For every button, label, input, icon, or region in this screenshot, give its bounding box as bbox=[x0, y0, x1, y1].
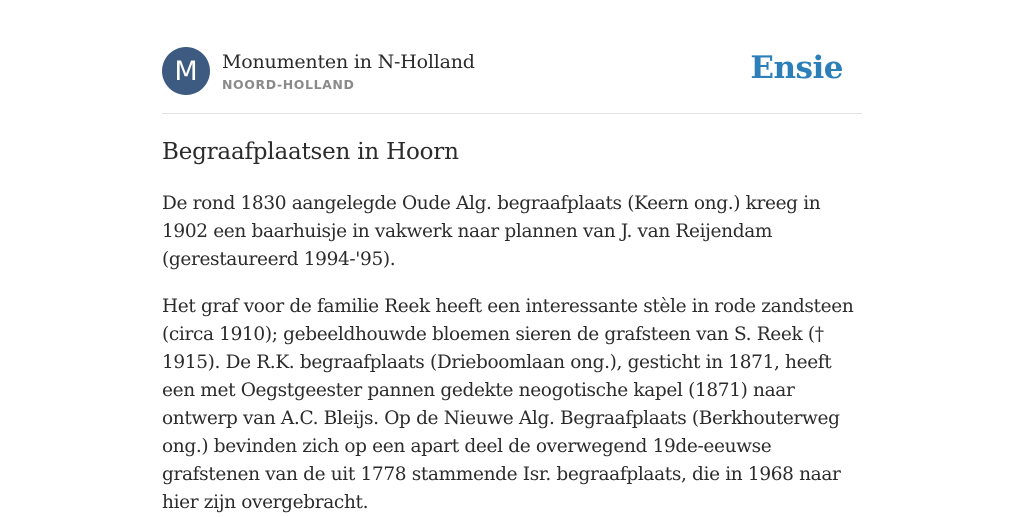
article-paragraph-1: De rond 1830 aangelegde Oude Alg. begraafplaats (Keern ong.) kreeg in 1902 een baarhuisje in vakwerk naar plannen van J. van Reijendam (gerestaureerd 1994-'95). bbox=[162, 193, 821, 270]
article-paragraph-2: Het graf voor de familie Reek heeft een interessante stèle in rode zandsteen (circa 1910); gebeeldhouwde bloemen sieren de grafsteen van S. Reek († 1915). De R.K. begraafplaats (Drieboomlaan ong.), gesticht in 1871, heeft een met Oegstgeester pannen gedekte neogotische kapel (1871) naar ontwerp van A.C. Bleijs. Op de Nieuwe Alg. Begraafplaats (Berkhouterweg ong.) bevinden zich op een apart deel de overwegend 19de-eeuwse grafstenen van de uit 1778 stammende Isr. begraafplaats, die in 1968 naar hier zijn overgebracht. bbox=[162, 296, 854, 513]
article-title: Begraafplaatsen in Hoorn bbox=[162, 139, 459, 165]
entry-card bbox=[162, 46, 862, 513]
header-divider bbox=[162, 113, 862, 114]
source-subtitle: NOORD-HOLLAND bbox=[222, 77, 355, 92]
source-title-link[interactable]: Monumenten in N-Holland bbox=[222, 51, 475, 73]
source-avatar[interactable]: M bbox=[162, 47, 210, 95]
brand-logo[interactable]: Ensie bbox=[750, 50, 843, 86]
source-header bbox=[162, 46, 862, 96]
source-info bbox=[222, 50, 475, 92]
